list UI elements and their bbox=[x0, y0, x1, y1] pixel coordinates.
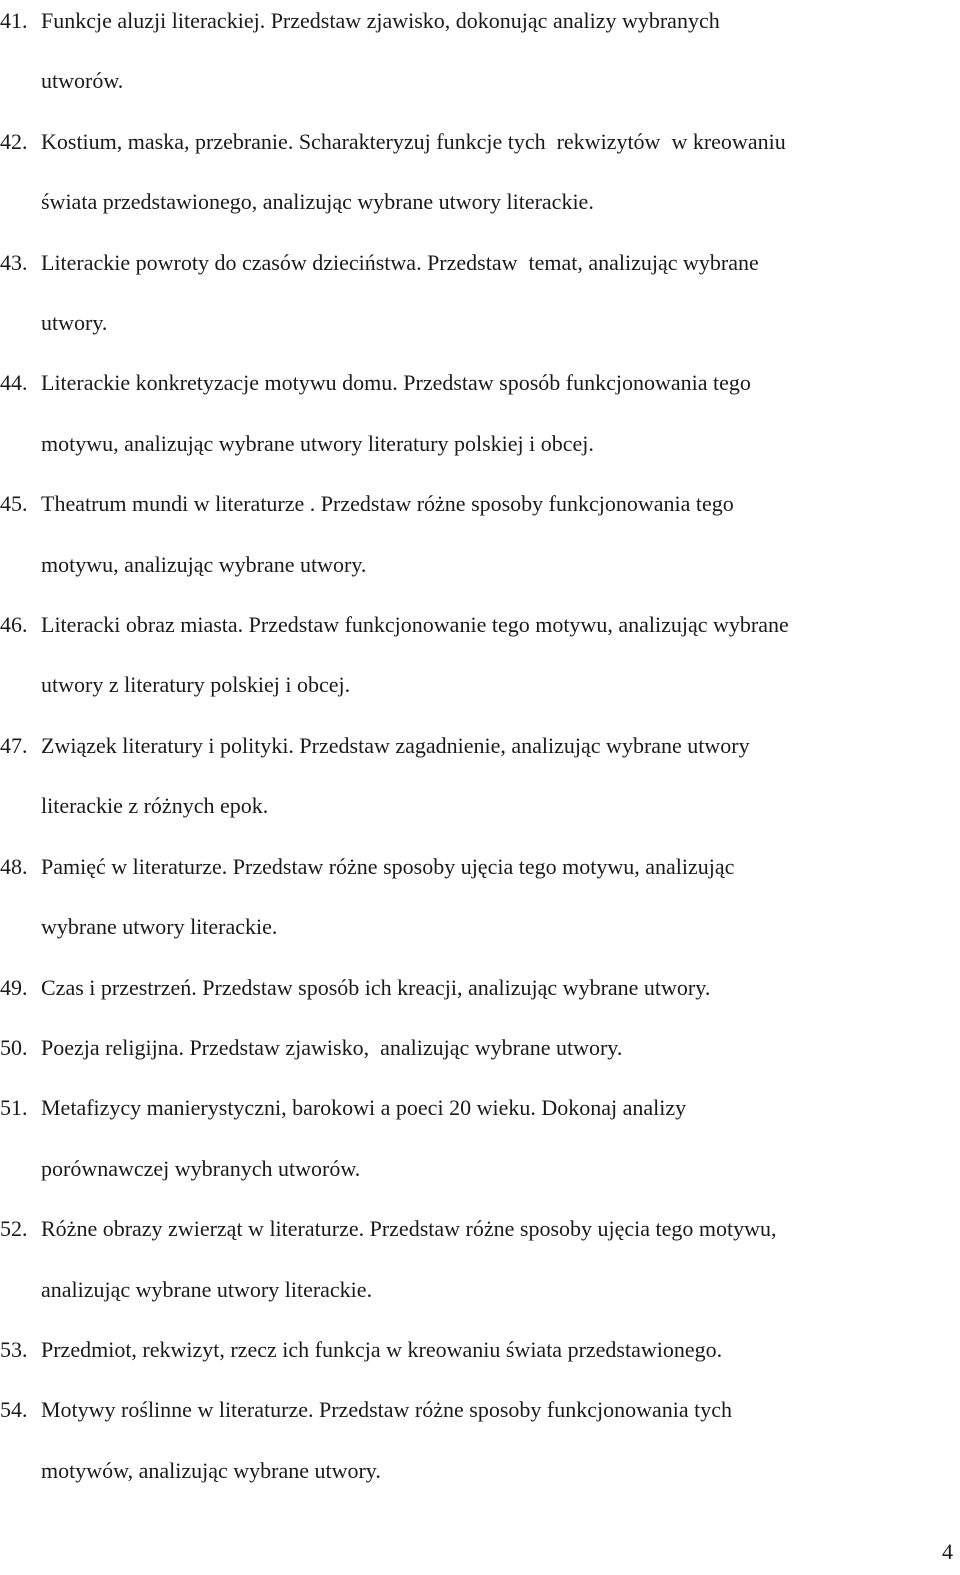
topic-text bbox=[41, 837, 940, 958]
topic-text bbox=[41, 1320, 940, 1380]
topic-line: utwory z literatury polskiej i obcej. bbox=[41, 672, 351, 698]
topic-item bbox=[0, 233, 940, 354]
topic-text bbox=[41, 0, 940, 112]
topic-item bbox=[0, 837, 940, 958]
topic-line: Różne obrazy zwierząt w literaturze. Przedstaw różne sposoby ujęcia tego motywu, bbox=[41, 1216, 777, 1242]
topic-number: 53. bbox=[0, 1336, 28, 1362]
topic-text bbox=[41, 1199, 940, 1320]
topic-number: 54. bbox=[0, 1397, 28, 1423]
topic-text bbox=[41, 233, 940, 354]
topic-number: 46. bbox=[0, 612, 28, 638]
topic-number: 43. bbox=[0, 249, 28, 275]
topic-text bbox=[41, 595, 940, 716]
topic-item bbox=[0, 1380, 940, 1501]
topic-number: 50. bbox=[0, 1034, 28, 1060]
topic-item bbox=[0, 112, 940, 233]
topic-item bbox=[0, 1199, 940, 1320]
topic-line: Theatrum mundi w literaturze . Przedstaw różne sposoby funkcjonowania tego bbox=[41, 491, 734, 517]
topic-line: wybrane utwory literackie. bbox=[41, 914, 278, 940]
topic-item bbox=[0, 1018, 940, 1078]
topic-line: Poezja religijna. Przedstaw zjawisko, analizując wybrane utwory. bbox=[41, 1034, 623, 1060]
topic-line: Literackie powroty do czasów dzieciństwa. Przedstaw temat, analizując wybrane bbox=[41, 249, 759, 275]
topic-number: 52. bbox=[0, 1216, 28, 1242]
topic-line: Przedmiot, rekwizyt, rzecz ich funkcja w kreowaniu świata przedstawionego. bbox=[41, 1336, 723, 1362]
topic-line: Metafizycy manierystyczni, barokowi a poeci 20 wieku. Dokonaj analizy bbox=[41, 1095, 687, 1121]
topic-item bbox=[0, 595, 940, 716]
topic-number: 47. bbox=[0, 732, 28, 758]
topic-text bbox=[41, 353, 940, 474]
topic-line: Kostium, maska, przebranie. Scharakteryzuj funkcje tych rekwizytów w kreowaniu bbox=[41, 128, 786, 154]
topic-line: Pamięć w literaturze. Przedstaw różne sposoby ujęcia tego motywu, analizując bbox=[41, 853, 735, 879]
topic-number: 41. bbox=[0, 8, 28, 33]
topic-text bbox=[41, 1078, 940, 1199]
page-number: 4 bbox=[942, 1539, 953, 1564]
topic-line: utwory. bbox=[41, 310, 108, 336]
topic-item bbox=[0, 474, 940, 595]
topic-line: motywu, analizując wybrane utwory. bbox=[41, 551, 367, 577]
topic-text bbox=[41, 1018, 940, 1078]
topic-item bbox=[0, 1078, 940, 1199]
topic-item bbox=[0, 958, 940, 1018]
topic-line: Literacki obraz miasta. Przedstaw funkcjonowanie tego motywu, analizując wybrane bbox=[41, 612, 789, 638]
topic-line: literackie z różnych epok. bbox=[41, 793, 269, 819]
topic-number: 51. bbox=[0, 1095, 28, 1121]
topic-number: 44. bbox=[0, 370, 28, 396]
topic-line: motywu, analizując wybrane utwory literatury polskiej i obcej. bbox=[41, 430, 594, 456]
topic-text bbox=[41, 474, 940, 595]
topic-line: analizując wybrane utwory literackie. bbox=[41, 1276, 373, 1302]
topic-line: utworów. bbox=[41, 68, 124, 94]
topic-item bbox=[0, 716, 940, 837]
topic-number: 49. bbox=[0, 974, 28, 1000]
topic-text bbox=[41, 112, 940, 233]
topic-text bbox=[41, 716, 940, 837]
topic-text bbox=[41, 1380, 940, 1501]
topic-line: Motywy roślinne w literaturze. Przedstaw różne sposoby funkcjonowania tych bbox=[41, 1397, 732, 1423]
topic-item bbox=[0, 1320, 940, 1380]
topic-line: Literackie konkretyzacje motywu domu. Przedstaw sposób funkcjonowania tego bbox=[41, 370, 751, 396]
topic-number: 45. bbox=[0, 491, 28, 517]
topic-line: porównawczej wybranych utworów. bbox=[41, 1155, 361, 1181]
topic-line: Funkcje aluzji literackiej. Przedstaw zjawisko, dokonując analizy wybranych bbox=[41, 8, 720, 33]
topic-line: Czas i przestrzeń. Przedstaw sposób ich kreacji, analizując wybrane utwory. bbox=[41, 974, 711, 1000]
topic-line: Związek literatury i polityki. Przedstaw zagadnienie, analizując wybrane utwory bbox=[41, 732, 750, 758]
topic-item bbox=[0, 353, 940, 474]
topic-number: 42. bbox=[0, 128, 28, 154]
topic-line: świata przedstawionego, analizując wybrane utwory literackie. bbox=[41, 189, 594, 215]
topic-text bbox=[41, 958, 940, 1018]
topic-number: 48. bbox=[0, 853, 28, 879]
topic-line: motywów, analizując wybrane utwory. bbox=[41, 1457, 381, 1483]
topic-item bbox=[0, 0, 940, 112]
